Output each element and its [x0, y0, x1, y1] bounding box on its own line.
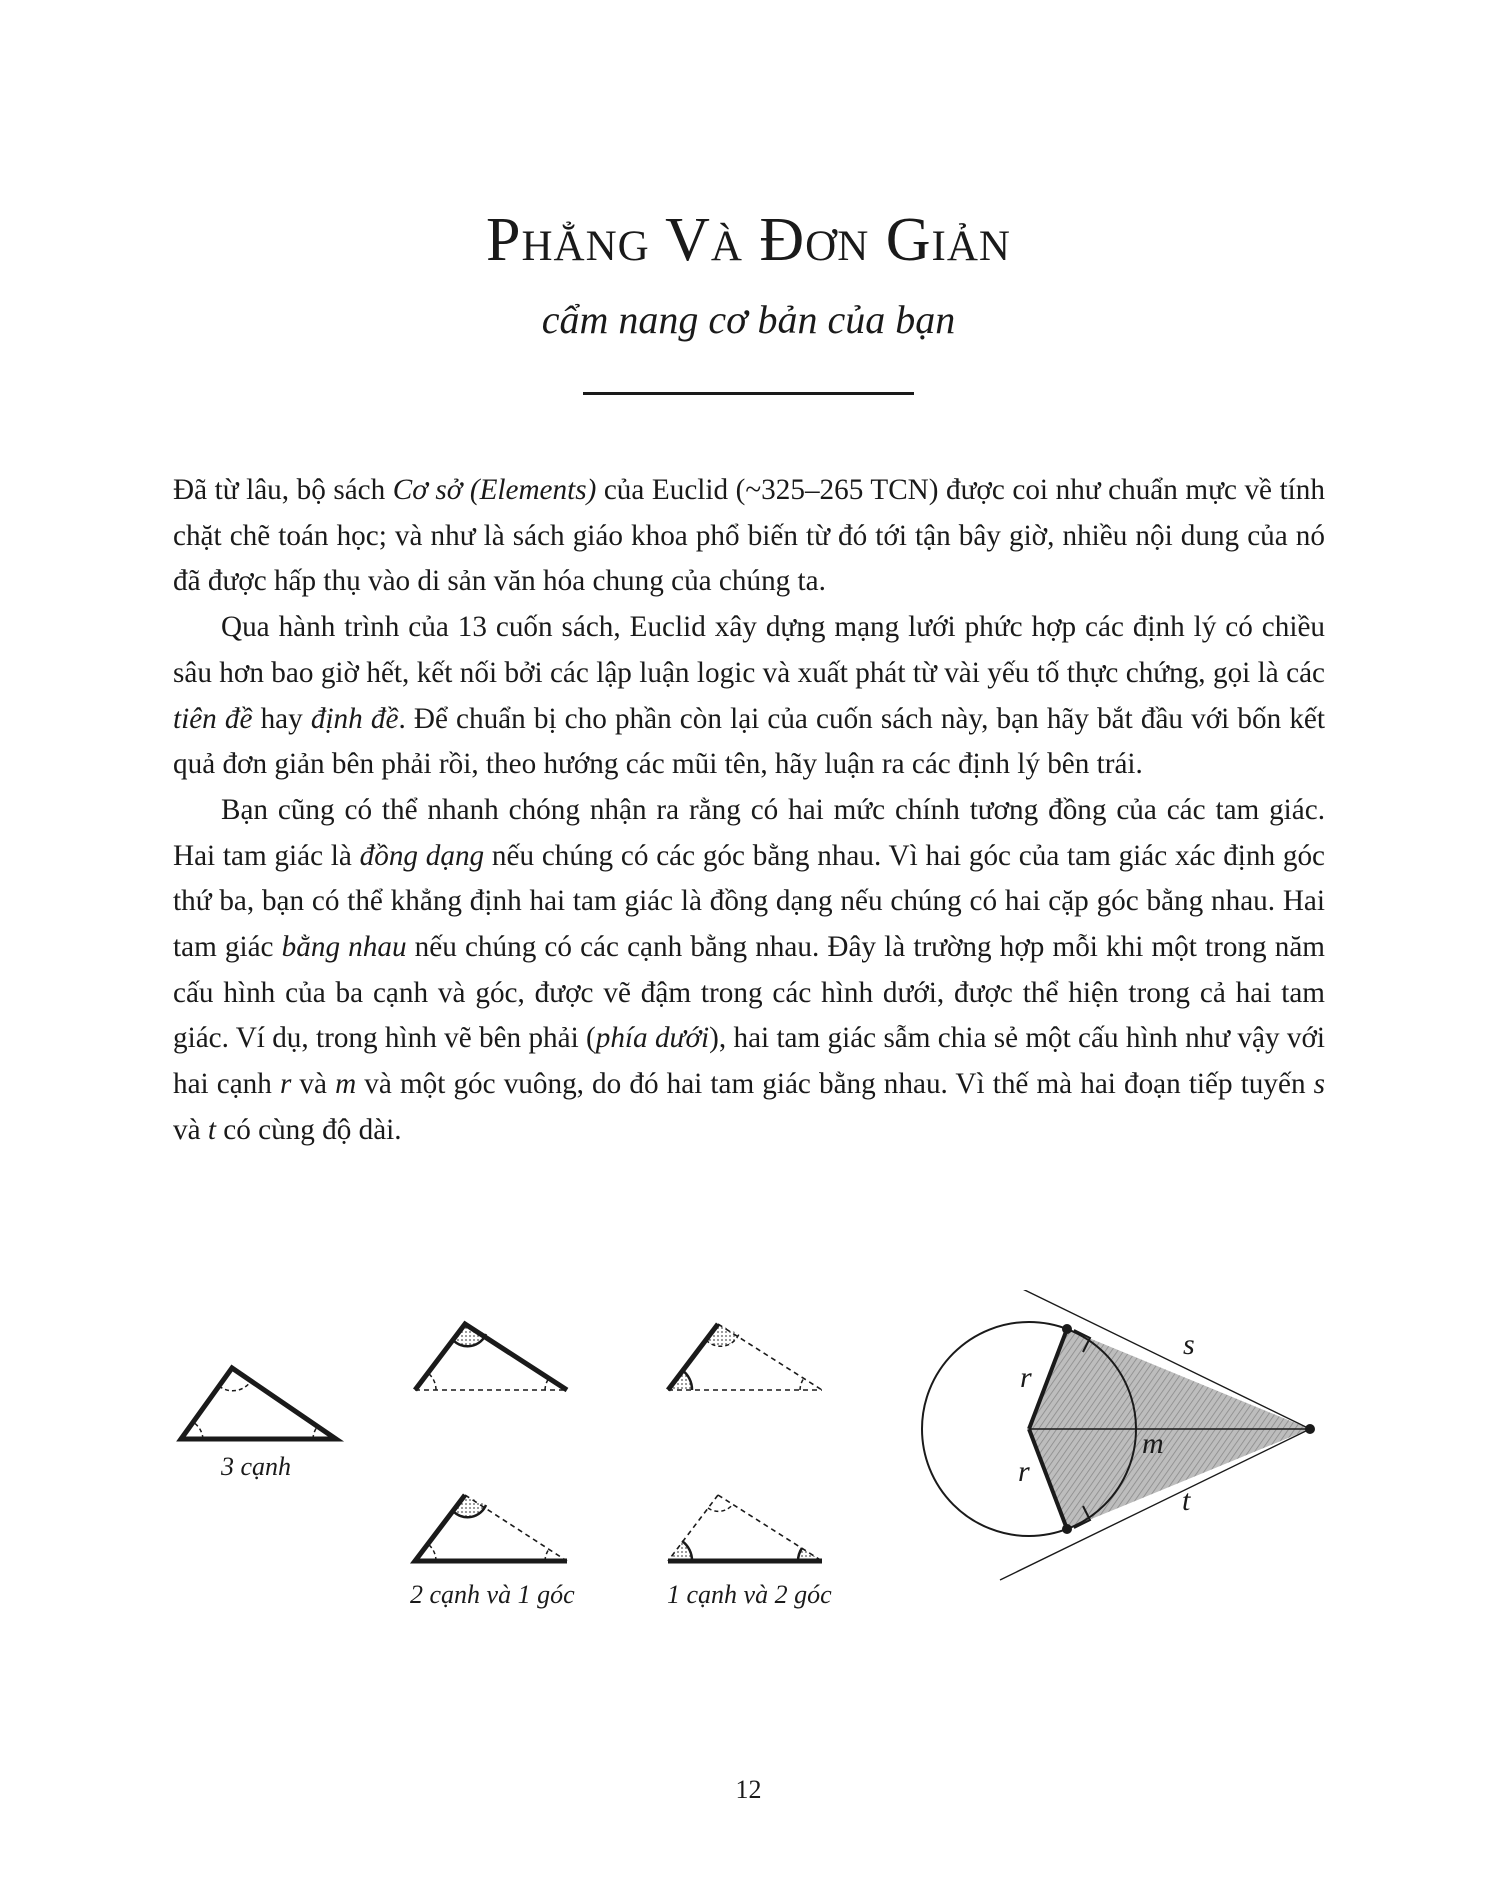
title-divider [583, 392, 914, 395]
figures-svg [0, 1290, 1497, 1590]
page-title: Phẳng Và Đơn Giản [486, 206, 1011, 274]
text-run: Qua hành trình của 13 cuốn sách, Euclid xây dựng mạng lưới phức hợp các định lý có chiều sâu hơn bao giờ hết, kết nối bởi các lập luận logic và xuất phát từ vài yếu tố thực chứng, gọi là các [173, 611, 1325, 689]
italic-run: Cơ sở (Elements) [392, 474, 597, 506]
label-m: m [1142, 1427, 1164, 1460]
paragraph-3 [173, 788, 1325, 1154]
italic-run: r [279, 1068, 292, 1101]
text-run: có cùng độ dài. [215, 1113, 402, 1146]
body-text [173, 468, 1325, 1154]
text-run: Bạn cũng có thể nhanh chóng nhận ra rằng có hai mức chính tương đồng của các tam giác. Hai tam giác là [173, 793, 1325, 872]
italic-run: s [1313, 1068, 1325, 1101]
page-number: 12 [735, 1775, 762, 1804]
label-r-top: r [1020, 1361, 1032, 1394]
page-subtitle: cẩm nang cơ bản của bạn [541, 297, 956, 342]
triangle-3-sides [181, 1368, 336, 1439]
italic-run: m [335, 1068, 357, 1101]
text-run: và [173, 1113, 208, 1146]
figures-area [0, 1290, 1497, 1609]
text-run: hay [252, 702, 311, 735]
paragraph-2 [173, 605, 1325, 788]
label-t: t [1182, 1484, 1191, 1517]
caption-1-side-2-angles: 1 cạnh và 2 góc [667, 1580, 832, 1609]
triangle-2-sides-1-angle-bottom [415, 1495, 567, 1561]
label-r-bottom: r [1018, 1455, 1030, 1488]
text-run: của Euclid (~325–265 TCN) được coi như chuẩn mực về tính chặt chẽ toán học; và như là sách giáo khoa phổ biến từ đó tới tận bây giờ, nhiều nội dung của nó đã được hấp thụ vào di sản văn hóa chung của chúng ta. [173, 474, 1325, 598]
triangle-1-side-2-angles-top [668, 1324, 822, 1390]
caption-2-sides-1-angle: 2 cạnh và 1 góc [410, 1580, 575, 1609]
paragraph-1 [173, 468, 1325, 605]
text-run: Đã từ lâu, bộ sách [173, 474, 393, 506]
italic-run: phía dưới [595, 1022, 710, 1055]
text-run: nếu chúng có các góc bằng nhau. Vì hai góc của tam giác xác định góc thứ ba, bạn có thể khẳng định hai tam giác là đồng dạng nếu chúng có hai cặp góc bằng nhau. Hai tam giác [173, 839, 1325, 964]
italic-run: tiên đề [173, 702, 253, 735]
triangle-1-side-2-angles-bottom [668, 1495, 822, 1561]
text-run: và [291, 1068, 336, 1101]
text-run: nếu chúng có các cạnh bằng nhau. Đây là trường hợp mỗi khi một trong năm cấu hình của ba cạnh và góc, được vẽ đậm trong các hình dưới, được thể hiện trong cả hai tam giác. Ví dụ, trong hình vẽ bên phải ( [173, 931, 1325, 1055]
tangent-circle-diagram [922, 1290, 1315, 1580]
text-run: . Để chuẩn bị cho phần còn lại của cuốn sách này, bạn hãy bắt đầu với bốn kết quả đơn giản bên phải rồi, theo hướng các mũi tên, hãy luận ra các định lý bên trái. [173, 702, 1325, 781]
italic-run: bằng nhau [281, 931, 407, 964]
triangle-2-sides-1-angle-top [415, 1324, 567, 1390]
italic-run: đồng dạng [359, 839, 485, 872]
label-s: s [1183, 1328, 1195, 1361]
italic-run: định đề [310, 702, 399, 735]
text-run: ), hai tam giác sẫm chia sẻ một cấu hình như vậy với hai cạnh [173, 1022, 1325, 1101]
italic-run: t [207, 1113, 216, 1146]
text-run: và một góc vuông, do đó hai tam giác bằng nhau. Vì thế mà hai đoạn tiếp tuyến [356, 1068, 1314, 1101]
caption-3-sides: 3 cạnh [221, 1452, 292, 1481]
